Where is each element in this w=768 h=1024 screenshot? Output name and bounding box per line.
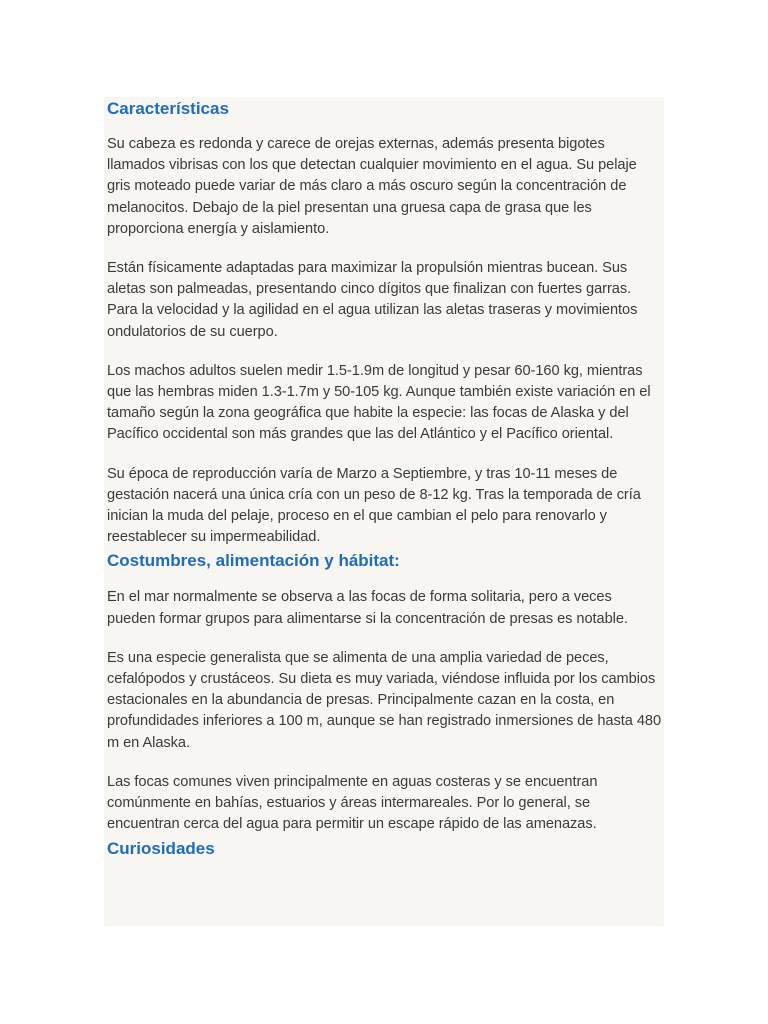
heading-caracteristicas: Características <box>107 99 229 118</box>
paragraph-habitat: Las focas comunes viven principalmente en aguas costeras y se encuentran comúnmente en bahías, estuarios y áreas intermareales. Por lo general, se encuentran cerca del agua para permitir un escape rápido de las amenazas. <box>107 773 598 833</box>
heading-costumbres: Costumbres, alimentación y hábitat: <box>107 551 400 571</box>
paragraph-tamano: Los machos adultos suelen medir 1.5-1.9m de longitud y pesar 60-160 kg, mientras que las hembras miden 1.3-1.7m y 50-105 kg. Aunque también existe variación en el tamaño según la zona geográfica que habite la especie: las focas de Alaska y del Pacífico occidental son más grandes que las del Atlántico y el Pacífico oriental. <box>107 362 651 443</box>
article-body <box>107 97 663 860</box>
paragraph-cabeza: Su cabeza es redonda y carece de orejas externas, además presenta bigotes llamados vibrisas con los que detectan cualquier movimiento en el agua. Su pelaje gris moteado puede variar de más claro a más oscuro según la concentración de melanocitos. Debajo de la piel presentan una gruesa capa de grasa que les proporciona energía y aislamiento. <box>107 136 637 237</box>
paragraph-alimentacion: Es una especie generalista que se alimenta de una amplia variedad de peces, cefalópodos y crustáceos. Su dieta es muy variada, viéndose influida por los cambios estacionales en la abundancia de presas. Principalmente cazan en la costa, en profundidades inferiores a 100 m, aunque se han registrado inmersiones de hasta 480 m en Alaska. <box>107 649 662 751</box>
paragraph-adaptaciones: Están físicamente adaptadas para maximizar la propulsión mientras bucean. Sus aletas son palmeadas, presentando cinco dígitos que finalizan con fuertes garras. Para la velocidad y la agilidad en el agua utilizan las aletas traseras y movimientos ondulatorios de su cuerpo. <box>107 260 638 340</box>
paragraph-solitarias: En el mar normalmente se observa a las focas de forma solitaria, pero a veces pueden formar grupos para alimentarse si la concentración de presas es notable. <box>107 589 628 627</box>
paragraph-reproduccion: Su época de reproducción varía de Marzo a Septiembre, y tras 10-11 meses de gestación nacerá una única cría con un peso de 8-12 kg. Tras la temporada de cría inician la muda del pelaje, proceso en el que cambian el pelo para renovarlo y reestablecer su impermeabilidad. <box>107 465 641 546</box>
heading-curiosidades: Curiosidades <box>107 839 215 859</box>
article-panel <box>104 97 664 926</box>
